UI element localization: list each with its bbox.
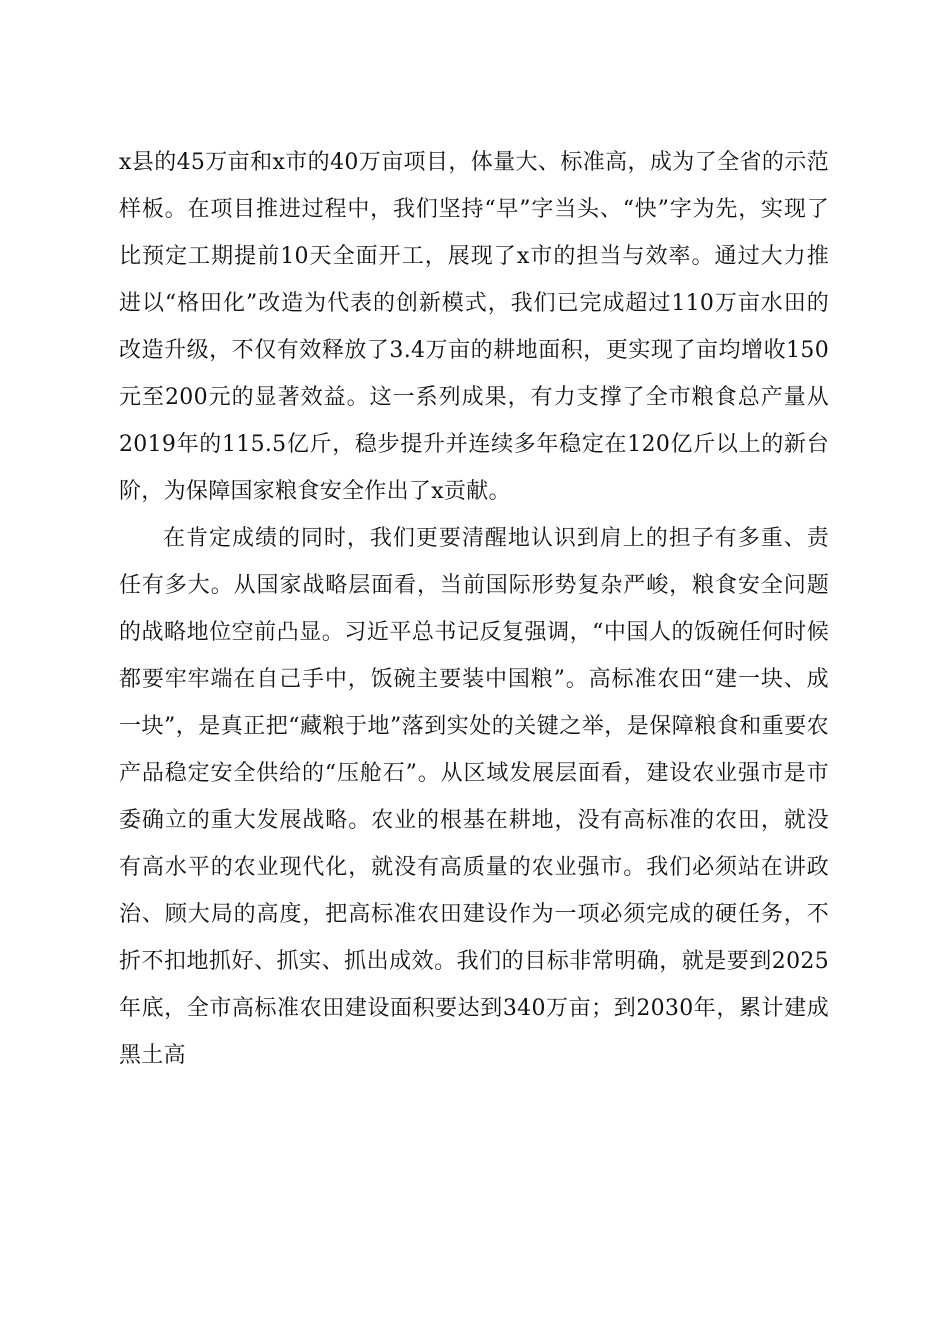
paragraph-continuation: x县的45万亩和x市的40万亩项目，体量大、标准高，成为了全省的示范样板。在项目推进过程中，我们坚持“早”字当头、“快”字为先，实现了比预定工期提前10天全面开工，展现了x市的担当与效率。通过大力推进以“格田化”改造为代表的创新模式，我们已完成超过110万亩水田的改造升级，不仅有效释放了3.4万亩的耕地面积，更实现了亩均增收150元至200元的显著效益。这一系列成果，有力支撑了全市粮食总产量从2019年的115.5亿斤，稳步提升并连续多年稳定在120亿斤以上的新台阶，为保障国家粮食安全作出了x贡献。 (119, 150, 829, 504)
document-body (119, 139, 829, 1079)
paragraph: 在肯定成绩的同时，我们更要清醒地认识到肩上的担子有多重、责任有多大。从国家战略层面看，当前国际形势复杂严峻，粮食安全问题的战略地位空前凸显。习近平总书记反复强调，“中国人的饭碗任何时候都要牢牢端在自己手中，饭碗主要装中国粮”。高标准农田“建一块、成一块”，是真正把“藏粮于地”落到实处的关键之举，是保障粮食和重要农产品稳定安全供给的“压舱石”。从区域发展层面看，建设农业强市是市委确立的重大发展战略。农业的根基在耕地，没有高标准的农田，就没有高水平的农业现代化，就没有高质量的农业强市。我们必须站在讲政治、顾大局的高度，把高标准农田建设作为一项必须完成的硬任务，不折不扣地抓好、抓实、抓出成效。我们的目标非常明确，就是要到2025年底，全市高标准农田建设面积要达到340万亩；到2030年，累计建成黑土高 (119, 526, 829, 1068)
